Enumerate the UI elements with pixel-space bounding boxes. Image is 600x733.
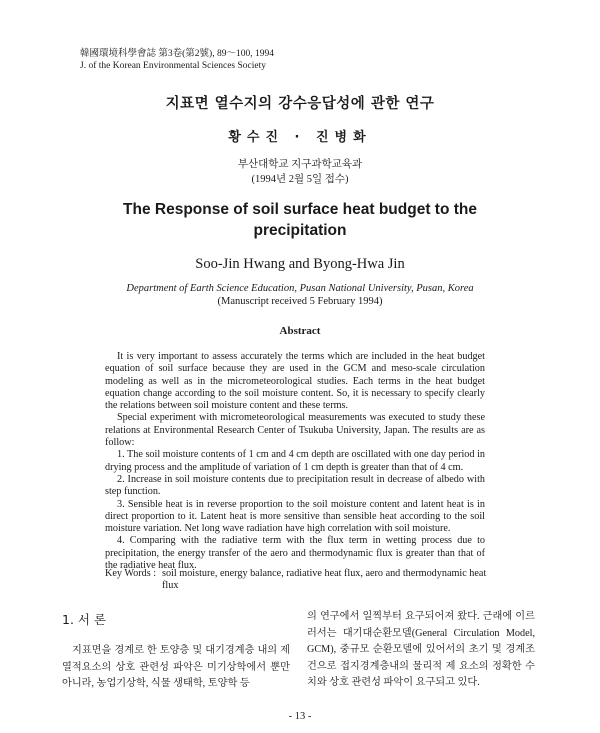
journal-citation-en: J. of the Korean Environmental Sciences Society (80, 61, 266, 71)
journal-header (80, 48, 274, 72)
abstract-result-item: 3. Sensible heat is in reverse proportion to the soil moisture content and latent heat is in direct proportion to it. Latent heat is more sensitive than sensible heat according to the soil moisture variation. Net long wave radiation have high correlation with soil moisture. (105, 498, 485, 535)
abstract-body (105, 351, 485, 572)
section-heading-introduction: 1. 서 론 (62, 612, 107, 627)
abstract-result-item: 2. Increase in soil moisture contents due to precipitation result in decrease of albedo with step function. (105, 473, 485, 498)
body-text-right: 의 연구에서 일찍부터 요구되어져 왔다. 근래에 이르러서는 대기대순환모델(General Circulation Model, GCM), 중규모 순환모델에 있어서의 초기 및 경계조건으로 접지경계층내의 물리적 제 요소의 정확한 수치와 상호 관련성 파악이 요구되고 있다. (307, 611, 535, 688)
paper-title-korean: 지표면 열수지의 강수응답성에 관한 연구 (165, 96, 435, 112)
journal-citation-ko: 韓國環境科學會誌 第3卷(第2號), 89～100, 1994 (80, 49, 274, 59)
page-number: - 13 - (288, 711, 312, 722)
abstract-heading: Abstract (279, 325, 321, 337)
abstract-result-item: 1. The soil moisture contents of 1 cm and 4 cm depth are oscillated with one day period in drying process and the amplitude of variation of 1 cm depth is greater than that of 4 cm. (105, 449, 485, 473)
paper-title-english: The Response of soil surface heat budget to the precipitation (123, 201, 477, 239)
authors-english: Soo-Jin Hwang and Byong-Hwa Jin (195, 256, 405, 272)
body-column-left (62, 610, 290, 693)
abstract-paragraph: It is very important to assess accurately the terms which are included in the heat budget equation of soil surface because they are used in the GCM and meso-scale circulation modeling as well as in the micrometeorological studies. Each terms in the heat budget equation change according to the soil moisture content. So, it is necessary to specify clearly the relations between soil moisture content and these terms. (105, 351, 485, 412)
affiliation-en-text: Department of Earth Science Education, Pusan National University, Pusan, Korea (126, 283, 474, 294)
body-column-right (307, 609, 535, 692)
abstract-result-item: 4. Comparing with the radiative term with the flux term in wetting process due to precipitation, the energy transfer of the aero and thermodynamic flux is greater than that of the radiative heat flux. (105, 535, 485, 572)
keywords-text: soil moisture, energy balance, radiative heat flux, aero and thermodynamic heat flux (162, 568, 487, 592)
received-date-en: (Manuscript received 5 February 1994) (217, 296, 383, 307)
affiliation-ko-text: 부산대학교 지구과학교육과 (237, 159, 363, 170)
keywords (105, 568, 500, 593)
keywords-label: Key Words : (105, 568, 157, 579)
abstract-paragraph: Special experiment with micrometeorological measurements was executed to study these relations at Environmental Research Center of Tsukuba University, Japan. The results are as follow: (105, 412, 485, 449)
body-text-left: 지표면을 경계로 한 토양층 및 대기경계층 내의 제 열적요소의 상호 관련성 파악은 미기상학에서 뿐만 아니라, 농업기상학, 식물 생태학, 토양학 등 (62, 645, 290, 689)
authors-korean: 황수진 · 진병화 (228, 130, 372, 145)
received-date-ko: (1994년 2월 5일 접수) (251, 174, 349, 185)
affiliation-korean (0, 157, 600, 187)
affiliation-english (0, 282, 600, 308)
